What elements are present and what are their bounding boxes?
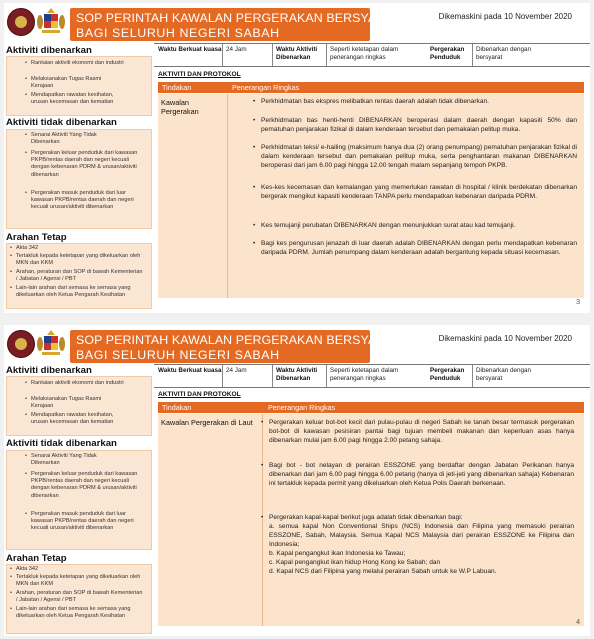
- sidebar-item: • Lain-lain arahan dari semasa ke semasa yang dikeluarkan oleh Ketua Pengarah Kesihatan: [10, 606, 131, 620]
- sidebar-heading-dibenarkan: Aktiviti dibenarkan: [6, 365, 92, 376]
- table-header: [158, 402, 584, 413]
- title-line-2: BAGI SELURUH NEGERI SABAH: [76, 26, 280, 40]
- action-cell: Kawalan Pergerakan di Laut: [161, 418, 253, 427]
- sidebar-item: • Tertakluk kepada ketetapan yang dikeluarkan oleh MKN dan KKM: [10, 253, 141, 267]
- paragraph: • Bagi kes pengurusan jenazah di luar daerah adalah DIBENARKAN dengan perlu mendapatkan kebenaran daripada PDRM. Jumlah penumpang dalam kenderaan adalah bergantung kepada situasi kecemasan.: [253, 240, 577, 256]
- title-line-2: BAGI SELURUH NEGERI SABAH: [76, 348, 280, 362]
- sidebar-item: • Mendapatkan rawatan kesihatan, urusan kecemasan dan kematian: [25, 92, 114, 106]
- sidebar-box-arahan: [6, 243, 152, 309]
- title-banner: [70, 330, 446, 363]
- updated-date: Dikemaskini pada 10 November 2020: [438, 334, 572, 343]
- malaysia-coat-of-arms-logo: [36, 7, 66, 35]
- sublist-item: b. Kapal pengangkut ikan Indonesia ke Tawau;: [269, 550, 406, 557]
- action-cell: Kawalan Pergerakan: [161, 98, 199, 116]
- waktu-aktiviti-label: Waktu Aktiviti Dibenarkan: [276, 46, 318, 61]
- waktu-aktiviti-value: Seperti ketetapan dalam penerangan ringkas: [330, 46, 399, 61]
- sidebar-item: • Arahan, peraturan dan SOP di bawah Kementerian / Jabatan / Agensi / PBT: [10, 590, 143, 604]
- sidebar-item: • Pergerakan masuk penduduk dari luar kawasan PKPB/rentas daerah dan negeri kecuali urusan/aktiviti dibenarkan: [25, 190, 134, 211]
- slide-header: [4, 325, 590, 363]
- sidebar-item: • Pergerakan keluar penduduk dari kawasan PKPB/rentas daerah dan negeri kecuali dengan kebenaran PDRM & urusan/aktiviti dibenarkan: [25, 150, 138, 178]
- sidebar-item: • Melaksanakan Tugas Rasmi Kerajaan: [25, 396, 102, 410]
- sidebar-box-tidak: [6, 450, 152, 550]
- sidebar-item: • Mendapatkan rawatan kesihatan, urusan kecemasan dan kematian: [25, 412, 114, 426]
- col-tindakan-header: Tindakan: [162, 83, 192, 92]
- waktu-kuasa-value: 24 Jam: [226, 367, 247, 374]
- slide-header: [4, 3, 590, 41]
- waktu-kuasa-value: 24 Jam: [226, 46, 247, 53]
- aktiviti-title: AKTIVITI DAN PROTOKOL: [158, 391, 241, 398]
- sidebar-box-tidak: [6, 129, 152, 229]
- paragraph: • Pergerakan keluar bot-bot kecil dari pulau-pulau di negeri Sabah ke tanah besar termasuk pergerakan bot-bot di kawasan pesisiran pantai bagi tujuan membeli makanan dan keperluan asas hanya dibenarkan mulai jam 6.00 pagi hingga 2.00 petang sahaja.: [261, 419, 574, 444]
- paragraph: • Kes-kes kecemasan dan kemalangan yang memerlukan rawatan di hospital / klinik berdekatan dibenarkan bergerak mengikut kapasiti kenderaan TANPA perlu mendapatkan kebenaran daripada PDRM.: [253, 184, 577, 200]
- pergerakan-value: Dibenarkan dengan bersyarat: [476, 46, 531, 61]
- pergerakan-label: Pergerakan Penduduk: [430, 367, 465, 382]
- page-number: 3: [576, 299, 580, 306]
- col-tindakan-header: Tindakan: [162, 403, 192, 412]
- sidebar-item: • Melaksanakan Tugas Rasmi Kerajaan: [25, 76, 102, 90]
- sidebar-item: • Rantaian aktiviti ekonomi dan industri: [25, 380, 124, 386]
- title-line-1: SOP PERINTAH KAWALAN PERGERAKAN BERSYARAT (PKPB): [76, 333, 446, 347]
- title-banner: [70, 8, 446, 41]
- malaysia-coat-of-arms-logo: [36, 329, 66, 357]
- table-body: [158, 94, 584, 298]
- sublist-item: c. Kapal pengangkut ikan hidup Hong Kong ke Sabah; dan: [269, 559, 441, 566]
- sublist-item: d. Kapal NCS dari Filipina yang melalui perairan Sabah untuk ke W.P Labuan.: [269, 568, 497, 575]
- pergerakan-label: Pergerakan Penduduk: [430, 46, 465, 61]
- sublist-item: a. semua kapal Non Conventional Ships (NCS) Indonesia dan Filipina yang memasuki perairan ESSZONE, Sabah, Malaysia. Semua Kapal NCS Malaysia dari perairan ESSZONE ke Filipina dan Indonesia;: [269, 523, 574, 548]
- paragraph: • Kes temujanji perubatan DIBENARKAN dengan menunjukkan surat atau kad temujanji.: [253, 222, 516, 229]
- sidebar-item: • Akta 342: [10, 245, 39, 251]
- sidebar-item: • Senarai Aktiviti Yang Tidak Dibenarkan: [25, 453, 97, 467]
- paragraph: • Pergerakan kapal-kapal berikut juga adalah tidak dibenarkan bagi:: [261, 514, 463, 521]
- sidebar-item: • Arahan, peraturan dan SOP di bawah Kementerian / Jabatan / Agensi / PBT: [10, 269, 143, 283]
- table-body: [158, 414, 584, 626]
- sidebar-item: • Pergerakan keluar penduduk dari kawasan PKPB/rentas daerah dan negeri kecuali dengan kebenaran PDRM & urusan/aktiviti dibenarkan: [25, 471, 138, 499]
- slide-page-4: [4, 325, 590, 636]
- sidebar-heading-dibenarkan: Aktiviti dibenarkan: [6, 45, 92, 56]
- waktu-aktiviti-label: Waktu Aktiviti Dibenarkan: [276, 367, 318, 382]
- updated-date: Dikemaskini pada 10 November 2020: [438, 12, 572, 21]
- paragraph: • Perkhidmatan bas henti-henti DIBENARKAN beroperasi dalam daerah dengan kapasiti 50% dan pematuhan penjarakan fizikal di dalam kenderaan tersebut dan pemakaian pelitup muka.: [253, 117, 577, 133]
- paragraph: • Perkhidmatan bas ekspres melibatkan rentas daerah adalah tidak dibenarkan.: [253, 98, 489, 105]
- col-penerangan-header: Penerangan Ringkas: [268, 403, 336, 412]
- paragraph: • Bagi bot - bot nelayan di perairan ESSZONE yang berdaftar dengan Jabatan Perikanan hanya dibenarkan dari jam 6.00 pagi hingga 6.00 petang (hanya di jeti-jeti yang dibenarkan sahaja) Kebenaran ini tertakluk kepada permit yang dikeluarkan oleh Ketua Polis Daerah berkenaan.: [261, 462, 574, 487]
- sidebar-item: • Tertakluk kepada ketetapan yang dikeluarkan oleh MKN dan KKM: [10, 574, 141, 588]
- pergerakan-value: Dibenarkan dengan bersyarat: [476, 367, 531, 382]
- paragraph: • Perkhidmatan teksi/ e-hailing (maksimum hanya dua (2) orang penumpang) pematuhan penjarakan fizikal di dalam kenderaan tersebut dan pemakaian pelitup muka, serta penghantaran makanan DIBENARKAN beroperasi dari jam 6.00 pagi hingga 12.00 tengah malam sepanjang tempoh PKPB.: [253, 144, 577, 169]
- police-crest-logo: [7, 330, 35, 358]
- col-penerangan-header: Penerangan Ringkas: [232, 83, 300, 92]
- aktiviti-title: AKTIVITI DAN PROTOKOL: [158, 71, 241, 78]
- sidebar-heading-tidak: Aktiviti tidak dibenarkan: [6, 438, 117, 449]
- title-line-1: SOP PERINTAH KAWALAN PERGERAKAN BERSYARAT (PKPB): [76, 11, 446, 25]
- waktu-kuasa-label: Waktu Berkuat kuasa: [158, 46, 222, 53]
- sidebar-item: • Pergerakan masuk penduduk dari luar kawasan PKPB/rentas daerah dan negeri kecuali urusan/aktiviti dibenarkan: [25, 511, 134, 532]
- sidebar-heading-tidak: Aktiviti tidak dibenarkan: [6, 117, 117, 128]
- sidebar-heading-arahan: Arahan Tetap: [6, 553, 67, 564]
- sidebar-heading-arahan: Arahan Tetap: [6, 232, 67, 243]
- sidebar-item: • Senarai Aktiviti Yang Tidak Dibenarkan: [25, 132, 97, 146]
- table-header: [158, 82, 584, 93]
- police-crest-logo: [7, 8, 35, 36]
- sidebar-item: • Lain-lain arahan dari semasa ke semasa yang dikeluarkan oleh Ketua Pengarah Kesihatan: [10, 285, 131, 299]
- page-number: 4: [576, 619, 580, 626]
- sidebar-box-dibenarkan: [6, 56, 152, 116]
- sidebar-box-arahan: [6, 564, 152, 634]
- sidebar-box-dibenarkan: [6, 376, 152, 436]
- sidebar-item: • Rantaian aktiviti ekonomi dan industri: [25, 60, 124, 66]
- slide-page-3: [4, 3, 590, 313]
- waktu-aktiviti-value: Seperti ketetapan dalam penerangan ringkas: [330, 367, 399, 382]
- sidebar-item: • Akta 342: [10, 566, 39, 572]
- waktu-kuasa-label: Waktu Berkuat kuasa: [158, 367, 222, 374]
